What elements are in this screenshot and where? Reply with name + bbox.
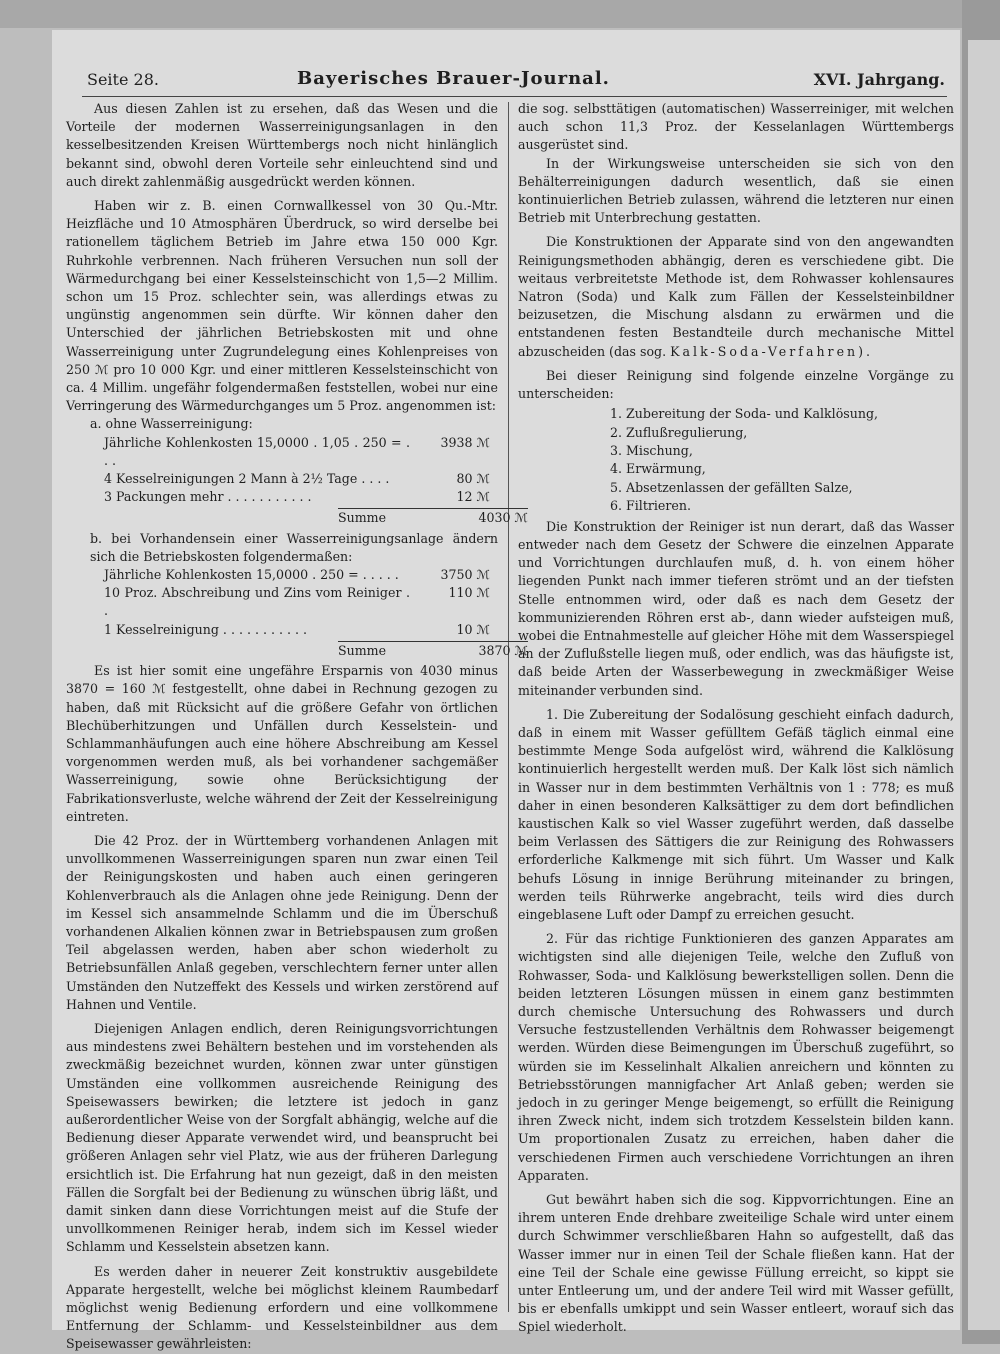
calc-row: 10 Proz. Abschreibung und Zins vom Reiniger . . 110 ℳ (104, 585, 490, 619)
volume-label: XVI. Jahrgang. (813, 70, 945, 89)
paragraph: Es werden daher in neuerer Zeit konstruktiv ausgebildete Apparate hergestellt, welche bei möglichst kleinem Raumbedarf möglichst wenig Bedienung erfordern und eine vollkommene Entfernung der Schlamm- und Kesselsteinbildner aus dem Speisewasser gewährleisten: (66, 1263, 498, 1352)
calc-b-table (104, 566, 528, 660)
calc-sum: Summe 3870 ℳ (338, 641, 528, 660)
paragraph: In der Wirkungsweise unterscheiden sie sich von den Behälterreinigungen dadurch wesentlich, daß sie einen kontinuierlichen Betrieb zulassen, während die letzteren nur einen Betrieb mit Unterbrechung gestatten. (518, 155, 954, 226)
list-item: 5. Absetzenlassen der gefällten Salze, (610, 479, 853, 495)
paragraph: Die Konstruktionen der Apparate sind von den angewandten Reinigungsmethoden abhängig, deren es verschiedene gibt. Die weitaus verbreitetste Methode ist, dem Rohwasser kohlensaures Natron (Soda) und Kalk zum Fällen der Kesselsteinbildner beizusetzen, die Mischung alsdann zu erwärmen und die entstandenen festen Bestandteile durch mechanische Mittel abzuscheiden (das sog. Kalk-Soda-Verfahren). (518, 234, 954, 359)
header-rule (82, 96, 947, 97)
journal-page (52, 30, 960, 1352)
list-item: 3. Mischung, (610, 443, 693, 459)
paragraph: die sog. selbsttätigen (automatischen) Wasserreiniger, mit welchen auch schon 11,3 Proz. der Kesselanlagen Württembergs ausgerüstet sind. (518, 101, 954, 153)
process-steps-list (610, 405, 954, 515)
calc-sum: Summe 4030 ℳ (338, 508, 528, 527)
adjacent-page-edge (962, 0, 1000, 1344)
calc-row: Jährliche Kohlenkosten 15,0000 . 250 = . . . . . 3750 ℳ (104, 567, 490, 583)
paragraph: Es ist hier somit eine ungefähre Ersparnis von 4030 minus 3870 = 160 ℳ festgestellt, ohne dabei in Rechnung gezogen zu haben, daß mit Rücksicht auf die größere Gefahr von örtlichen Blechüberhitzungen und Unfällen durch Kesselstein- und Schlammanhäufungen auch eine höhere Abschreibung am Kessel vorgenommen werden muß, als bei vorhandener sachgemäßer Wasserreinigung, sowie ohne Berücksichtigung der Fabrikationsverluste, welche während der Zeit der Kesselreinigung eintreten. (66, 663, 498, 824)
calc-a-label: a. ohne Wasserreinigung: (90, 416, 253, 432)
paragraph: Aus diesen Zahlen ist zu ersehen, daß das Wesen und die Vorteile der modernen Wasserreinigungsanlagen in den kesselbesitzenden Kreisen Württembergs noch nicht hinlänglich bekannt sind, obwohl deren Vorteile sehr einleuchtend sind und auch direkt zahlenmäßig ausgedrückt werden können. (66, 101, 498, 189)
paragraph: 2. Für das richtige Funktionieren des ganzen Apparates am wichtigsten sind alle diejenigen Teile, welche den Zufluß von Rohwasser, Soda- und Kalklösung bewerkstelligen sollen. Denn die beiden letzteren Lösungen müssen in einem ganz bestimmten durch chemische Untersuchung des Rohwassers und durch Versuche festzustellenden Verhältnis dem Rohwasser beigemengt werden. Würden diese Beimengungen im Überschuß zugeführt, so würden sie im Kesselinhalt Alkalien anreichern und könnten zu Betriebsstörungen mannigfacher Art Anlaß geben; werden sie jedoch in zu geringer Menge beigemengt, so erfüllt die Reinigung ihren Zweck nicht, indem sich trotzdem Kesselstein bilden kann. Um proportionalen Zusatz zu erreichen, haben daher die verschiedenen Firmen auch verschiedene Vorrichtungen an ihren Apparaten. (518, 931, 954, 1183)
list-item: 2. Zuflußregulierung, (610, 424, 748, 440)
paragraph: Bei dieser Reinigung sind folgende einzelne Vorgänge zu unterscheiden: (518, 367, 954, 402)
paragraph: Die 42 Proz. der in Württemberg vorhandenen Anlagen mit unvollkommenen Wasserreinigungen sparen nun zwar einen Teil der Reinigungskosten und haben auch einen geringeren Kohlenverbrauch als die Anlagen ohne jede Reinigung. Denn der im Kessel sich ansammelnde Schlamm und die im Überschuß vorhandenen Alkalien können zwar in Betriebspausen zum großen Teil abgelassen werden, haben aber schon wiederholt zu Betriebsunfällen Anlaß gegeben, verschlechtern ferner unter allen Umständen den Nutzeffekt des Kessels und wirken zerstörend auf Hahnen und Ventile. (66, 832, 498, 1012)
right-column (518, 100, 954, 1337)
list-item: 1. Zubereitung der Soda- und Kalklösung, (610, 406, 879, 422)
journal-title: Bayerisches Brauer-Journal. (297, 68, 610, 89)
page-number: Seite 28. (87, 70, 159, 89)
scan-top-shadow (0, 0, 1000, 28)
calc-row: 1 Kesselreinigung . . . . . . . . . . . 10 ℳ (104, 621, 490, 637)
list-item: 6. Filtrieren. (610, 498, 691, 514)
paragraph: Gut bewährt haben sich die sog. Kippvorrichtungen. Eine an ihrem unteren Ende drehbare zweiteilige Schale wird unter einem durch Schwimmer verschließbaren Hahn so aufgestellt, daß das Wasser immer nur in einen Teil der Schale fließen kann. Hat der eine Teil der Schale eine gewisse Füllung erreicht, so kippt sie unter Entleerung um, und der andere Teil wird mit Wasser gefüllt, bis er ebenfalls umkippt und sein Wasser entleert, worauf sich das Spiel wiederholt. (518, 1192, 954, 1335)
calc-row: Jährliche Kohlenkosten 15,0000 . 1,05 . 250 = . . . 3938 ℳ (104, 434, 490, 468)
list-item: 4. Erwärmung, (610, 461, 706, 477)
method-name: Kalk-Soda-Verfahren). (670, 343, 874, 359)
column-divider (508, 102, 509, 1312)
calc-b-label: b. bei Vorhandensein einer Wasserreinigungsanlage ändern sich die Betriebskosten folgendermaßen: (90, 530, 498, 564)
paragraph: Haben wir z. B. einen Cornwallkessel von 30 Qu.-Mtr. Heizfläche und 10 Atmosphären Überdruck, so wird derselbe bei rationellem täglichem Betrieb im Jahre etwa 150 000 Kgr. Ruhrkohle verbrennen. Nach früheren Versuchen nun soll der Wärmedurchgang bei einer Kesselsteinschicht von 1,5—2 Millim. schon um 15 Proz. schlechter sein, was allerdings etwas zu ungünstig angenommen sein dürfte. Wir können daher den Unterschied der jährlichen Betriebskosten mit und ohne Wasserreinigung unter Zugrundelegung eines Kohlenpreises von 250 ℳ pro 10 000 Kgr. und einer mittleren Kesselsteinschicht von ca. 4 Millim. ungefähr folgendermaßen feststellen, wobei nur eine Verringerung des Wärmedurchganges um 5 Proz. angenommen ist: (66, 198, 498, 414)
calc-a-table (104, 434, 528, 528)
page-header (87, 66, 945, 94)
calc-row: 4 Kesselreinigungen 2 Mann à 2½ Tage . . . . 80 ℳ (104, 471, 490, 487)
paragraph: 1. Die Zubereitung der Sodalösung geschieht einfach dadurch, daß in einem mit Wasser gefülltem Gefäß täglich einmal eine bestimmte Menge Soda aufgelöst wird, während die Kalklösung kontinuierlich hergestellt werden muß. Der Kalk löst sich nämlich in Wasser nur in dem bestimmten Verhältnis von 1 : 778; es muß daher in einen besonderen Kalksättiger zu dem dort befindlichen kaustischen Kalk so viel Wasser zugeführt werden, daß dasselbe beim Verlassen des Sättigers die zur Reinigung des Rohwassers erforderliche Kalkmenge mit sich führt. Um Wasser und Kalk behufs Lösung in innige Berührung miteinander zu bringen, werden teils Rührwerke angebracht, teils wird dies durch eingeblasene Luft oder Dampf zu erreichen gesucht. (518, 706, 954, 922)
paragraph: Diejenigen Anlagen endlich, deren Reinigungsvorrichtungen aus mindestens zwei Behältern bestehen und im vorstehenden als zweckmäßig bezeichnet wurden, können zwar unter günstigen Umständen eine vollkommen ausreichende Reinigung des Speisewassers bewirken; die letztere ist jedoch in ganz außerordentlicher Weise von der Sorgfalt abhängig, welche auf die Bedienung dieser Apparate verwendet wird, und beansprucht bei größeren Anlagen sehr viel Platz, wie aus der früheren Darlegung ersichtlich ist. Die Erfahrung hat nun gezeigt, daß in den meisten Fällen die Sorgfalt bei der Bedienung zu wünschen übrig läßt, und damit sinken dann diese Vorrichtungen meist auf die Stufe der unvollkommenen Reiniger herab, indem sich im Kessel wieder Schlamm und Kesselstein absetzen kann. (66, 1020, 498, 1255)
calc-row: 3 Packungen mehr . . . . . . . . . . . 12 ℳ (104, 489, 490, 505)
paragraph: Die Konstruktion der Reiniger ist nun derart, daß das Wasser entweder nach dem Gesetz der Schwere die einzelnen Apparate und Vorrichtungen durchlaufen muß, d. h. von einem höher liegenden Punkt nach immer tieferen strömt und an der tiefsten Stelle entnommen wird, oder daß es nach dem Gesetz der kommunizierenden Röhren erst ab-, dann wieder aufsteigen muß, wobei die Entnahmestelle auf gleicher Höhe mit dem Wasserspiegel an der Zuflußstelle liegen muß, oder endlich, was das häufigste ist, daß beide Arten der Wasserbewegung in zweckmäßiger Weise miteinander verbunden sind. (518, 518, 954, 698)
left-column (66, 100, 528, 1354)
